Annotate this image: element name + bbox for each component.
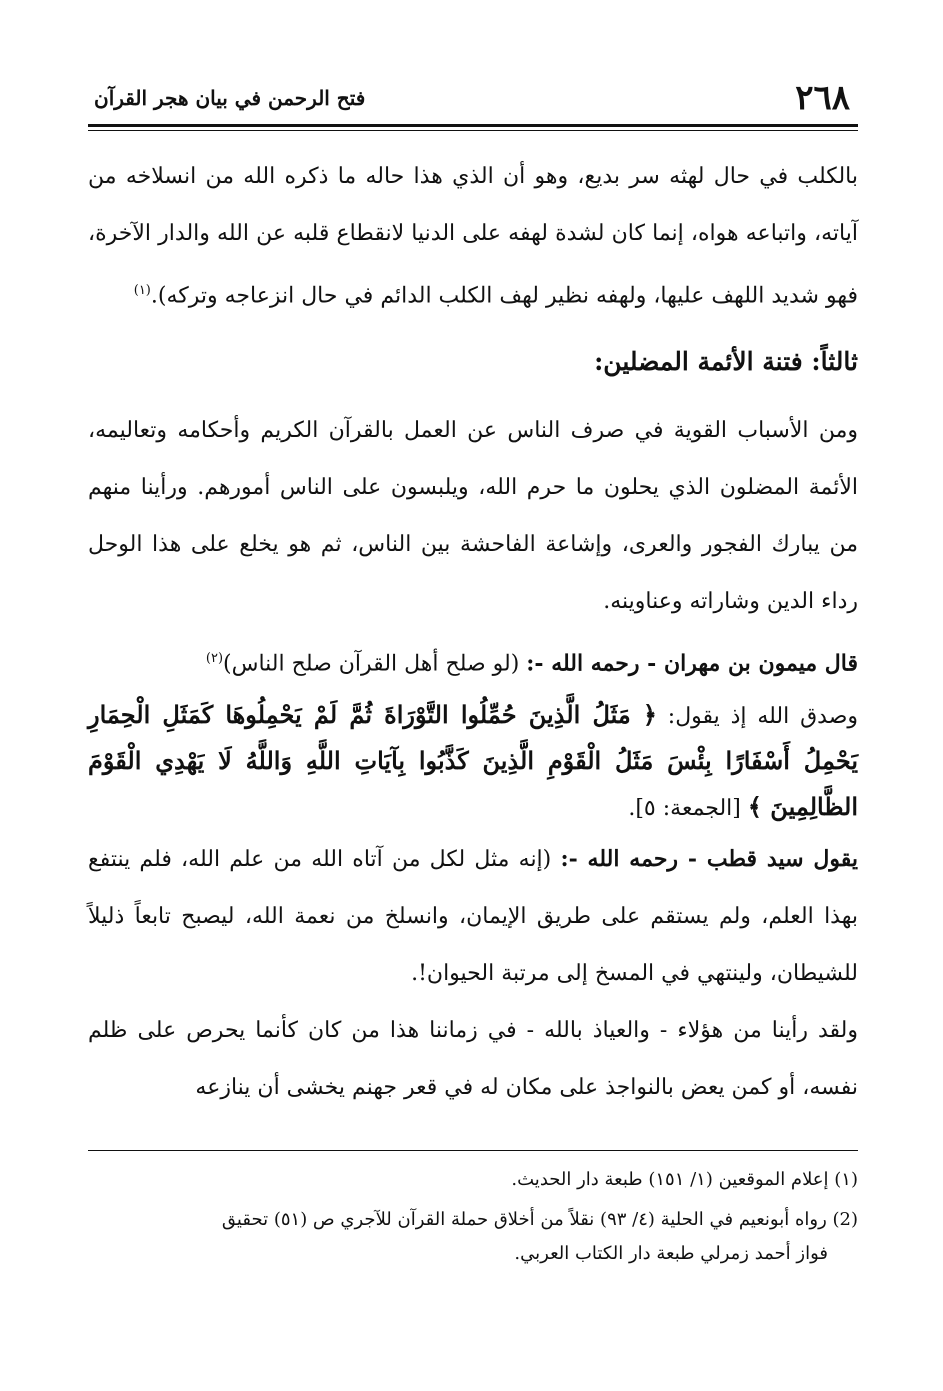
quote-text-qutb: (إنه مثل لكل من آتاه الله من علم الله، فلم ينتفع بهذا العلم، ولم يستقم على طريق الإيمان، وانسلخ من نعمة الله، ليصبح تابعاً ذليلاً للشيطان، ولينتهي في المسخ إلى مرتبة الحيوان!.: [88, 846, 858, 986]
paragraph-1: [88, 148, 858, 324]
footnote-ref-2: (٢): [205, 651, 224, 667]
paragraph-3: [88, 630, 858, 692]
footnote-1: (١) إعلام الموقعين (١/ ١٥١) طبعة دار الحديث.: [511, 1169, 858, 1190]
footnote-ref-1: (١): [133, 283, 151, 298]
quote-attribution-maymun: قال ميمون بن مهران - رحمه الله -:: [526, 650, 858, 677]
paragraph-5: [88, 831, 858, 1002]
book-title: فتح الرحمن في بيان هجر القرآن: [94, 86, 366, 110]
paragraph-4: [88, 693, 858, 831]
header-rule-thin: [88, 130, 858, 131]
paragraph-2: ومن الأسباب القوية في صرف الناس عن العمل بالقرآن الكريم وأحكامه وتعاليمه، الأئمة المضلون الذي يحلون ما حرم الله، ويلبسون على الناس أمورهم. ورأينا منهم من يبارك الفجور والعرى، وإشاعة الفاحشة بين الناس، ثم هو يخلع على هذا الوحل رداء الدين وشاراته وعناوينه.: [88, 418, 858, 615]
quote-attribution-qutb: يقول سيد قطب - رحمه الله -:: [560, 845, 858, 872]
footnote-2-line-1: (2) رواه أبونعيم في الحلية (٤/ ٩٣) نقلاً من أخلاق حملة القرآن للآجري ص (٥١) تحقيق: [221, 1209, 858, 1230]
paragraph-6: ولقد رأينا من هؤلاء - والعياذ بالله - في زماننا هذا من كان كأنما يحرص على ظلم نفسه، أو كمن يعض بالنواجذ على مكان له في قعر جهنم يخشى أن ينازعه: [88, 1017, 858, 1100]
header-rule-thick: [88, 124, 858, 127]
verse-intro: وصدق الله إذ يقول:: [656, 703, 858, 729]
paragraph-1-text: بالكلب في حال لهثه سر بديع، وهو أن الذي هذا حاله ما ذكره الله من انسلاخه من آياته، واتباعه هواه، إنما كان لشدة لهفه على الدنيا لانقطاع قلبه عن الله والدار الآخرة، فهو شديد اللهف عليها، ولهفه نظير لهف الكلب الدائم في حال انزعاجه وتركه).: [88, 164, 858, 309]
quran-verse: ﴿ مَثَلُ الَّذِينَ حُمِّلُوا التَّوْرَاةَ ثُمَّ لَمْ يَحْمِلُوهَا كَمَثَلِ الْحِمَارِ يَحْمِلُ أَسْفَارًا بِئْسَ مَثَلُ الْقَوْمِ الَّذِينَ كَذَّبُوا بِآيَاتِ اللَّهِ وَاللَّهُ لَا يَهْدِي الْقَوْمَ الظَّالِمِينَ ﴾: [88, 699, 858, 821]
page-header: [88, 70, 858, 126]
main-text: [88, 148, 858, 1116]
verse-reference: [الجمعة: ٥].: [628, 795, 741, 821]
quote-text-maymun: (لو صلح أهل القرآن صلح الناس): [223, 651, 527, 677]
footnotes: [88, 1150, 858, 1277]
footnote-rule: [88, 1150, 858, 1151]
footnote-2-line-2: فواز أحمد زمرلي طبعة دار الكتاب العربي.: [514, 1243, 828, 1264]
footnote-2: [88, 1203, 858, 1271]
page-number: ٢٦٨: [795, 78, 850, 118]
section-heading: ثالثاً: فتنة الأئمة المضلين:: [594, 347, 858, 377]
